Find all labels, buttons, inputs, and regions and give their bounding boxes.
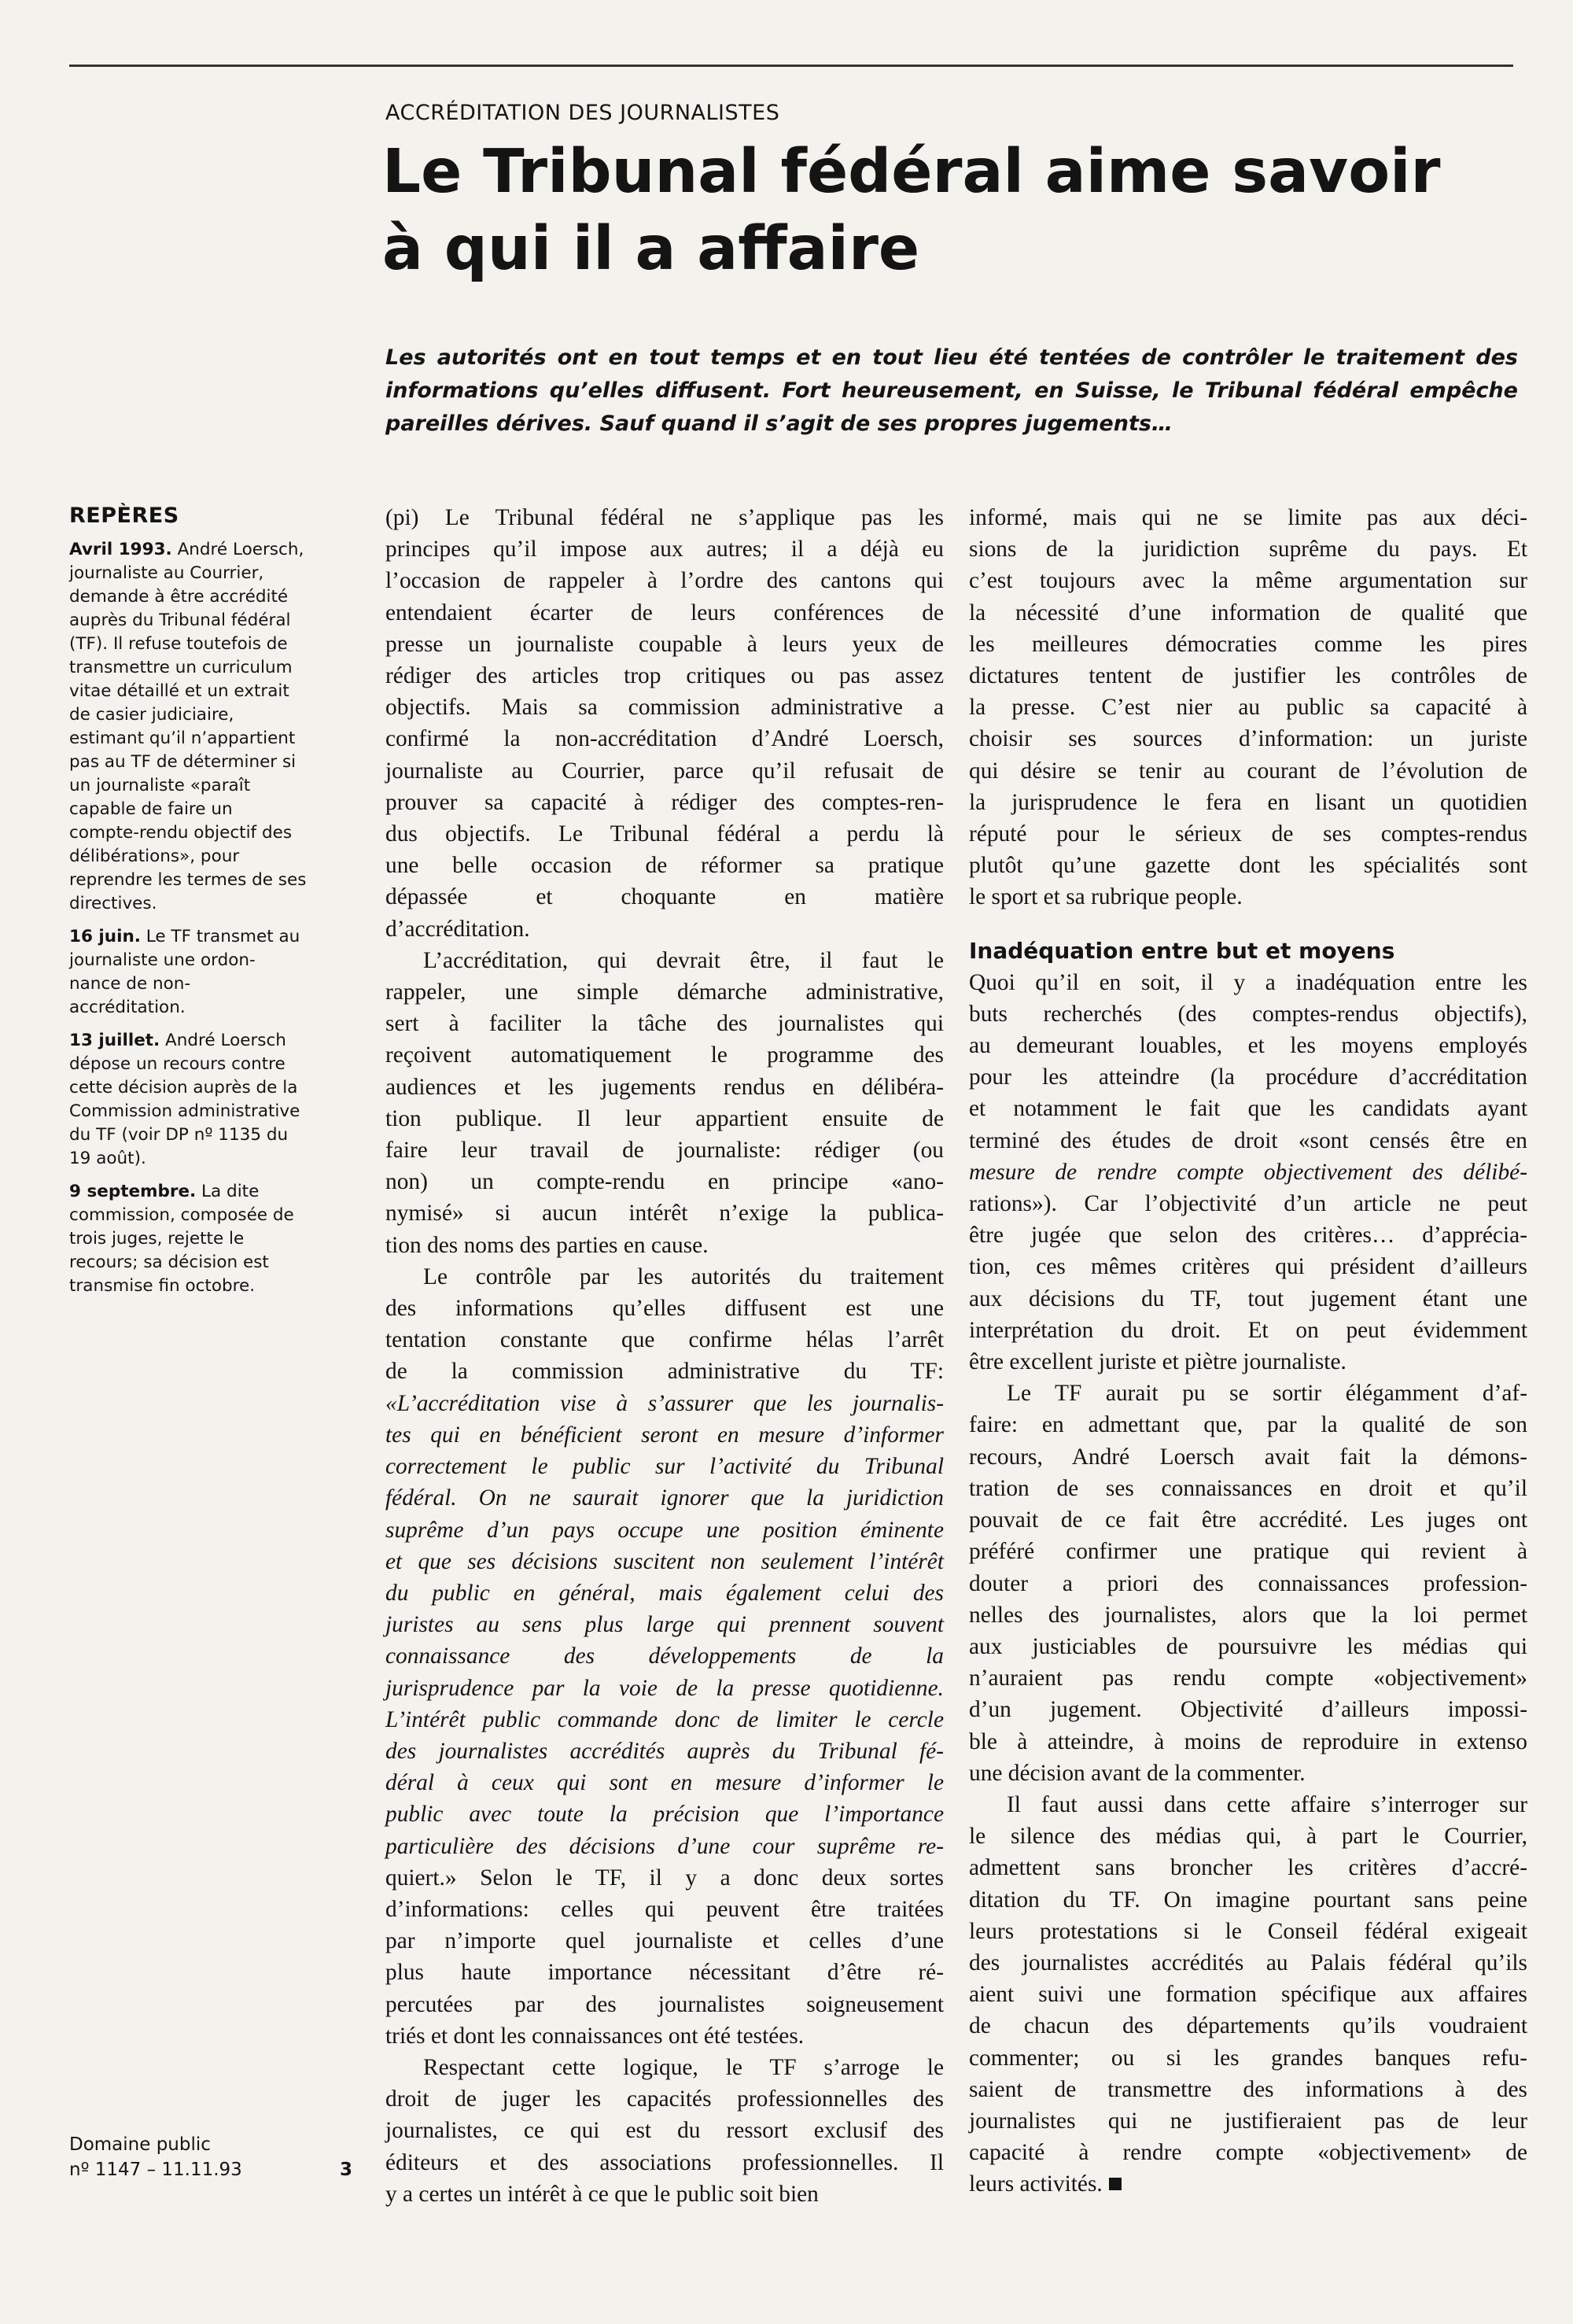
sidebar-line: directives. xyxy=(69,894,157,913)
text-line: une décision avant de la commenter. xyxy=(969,1760,1306,1786)
end-mark-icon xyxy=(1109,2178,1122,2190)
text-line: le silence des médias qui, à part le Courrier, xyxy=(969,1824,1527,1850)
text-line: tes qui en bénéficient seront en mesure d’informer xyxy=(385,1422,944,1448)
text-line: tion publique. Il leur appartient ensuite de xyxy=(385,1105,944,1131)
text-line: aux justiciables de poursuivre les médias qui xyxy=(969,1633,1527,1659)
sidebar-date: 13 juillet. xyxy=(69,1031,160,1050)
text-line: droit de juger les capacités professionnelles des xyxy=(385,2086,944,2112)
text-line: choisir ses sources d’information: un juriste xyxy=(969,726,1527,752)
lede-line: Les autorités ont en tout temps et en tout lieu été tentées de contrôler le traitement des xyxy=(385,345,1518,370)
text-line: leurs activités. xyxy=(969,2168,1527,2200)
article-column-2 xyxy=(969,502,1527,2200)
text-line: n’auraient pas rendu compte «objectivement» xyxy=(969,1666,1527,1691)
text-line: nelles des journalistes, alors que la loi permet xyxy=(969,1602,1527,1628)
text-line: Le TF aurait pu se sortir élégamment d’af- xyxy=(1007,1381,1527,1407)
sidebar-line: un journaliste «paraît xyxy=(69,776,251,795)
text-line: quiert.» Selon le TF, il y a donc deux sortes xyxy=(385,1865,944,1891)
text-line: l’occasion de rappeler à l’ordre des cantons qui xyxy=(385,568,944,594)
sidebar-line: journaliste au Courrier, xyxy=(69,563,264,583)
text-line: rations»). Car l’objectivité d’un article ne peut xyxy=(969,1191,1527,1217)
text-line: (pi) Le Tribunal fédéral ne s’applique pas les xyxy=(385,505,944,530)
sidebar-line: demande à être accrédité xyxy=(69,587,289,607)
text-line: douter a priori des connaissances profession- xyxy=(969,1570,1527,1596)
text-line: d’un jugement. Objectivité d’ailleurs impossi- xyxy=(969,1697,1527,1723)
text-line: jurisprudence par la voie de la presse quotidienne. xyxy=(385,1675,944,1701)
text-line: commenter; ou si les grandes banques refu- xyxy=(969,2045,1527,2071)
headline xyxy=(382,134,1499,288)
sidebar-date: 9 septembre. xyxy=(69,1182,197,1201)
text-line: tion des noms des parties en cause. xyxy=(385,1232,709,1258)
text-line: aient suivi une formation spécifique aux affaires xyxy=(969,1982,1527,2008)
text-line: réputé pour le sérieux de ses comptes-rendus xyxy=(969,821,1527,847)
text-line: nymisé» si aucun intérêt n’exige la publica- xyxy=(385,1201,944,1227)
text-line: de la commission administrative du TF: xyxy=(385,1359,944,1385)
text-line: des journalistes accrédités auprès du Tribunal fé- xyxy=(385,1738,944,1764)
sidebar-date: Avril 1993. xyxy=(69,540,172,559)
text-line: Quoi qu’il en soit, il y a inadéquation entre les xyxy=(969,969,1527,995)
sidebar-line: trois juges, rejette le xyxy=(69,1229,245,1249)
text-line: interprétation du droit. Et on peut évidemment xyxy=(969,1317,1527,1343)
lede xyxy=(385,341,1518,441)
sidebar-title: REPÈRES xyxy=(69,504,179,528)
headline-line: à qui il a affaire xyxy=(382,214,920,284)
text-line: plutôt qu’une gazette dont les spécialités sont xyxy=(969,853,1527,879)
text-line: sions de la juridiction suprême du pays. Et xyxy=(969,537,1527,563)
text-line: informé, mais qui ne se limite pas aux déci- xyxy=(969,505,1527,530)
text-line: journaliste au Courrier, parce qu’il refusait de xyxy=(385,758,944,784)
text-line: particulière des décisions d’une cour suprême re- xyxy=(385,1833,944,1859)
text-line: public avec toute la précision que l’importance xyxy=(385,1802,944,1828)
article-column-1 xyxy=(385,502,944,2210)
text-line: d’informations: celles qui peuvent être traitées xyxy=(385,1896,944,1922)
sidebar-line: journaliste une ordon- xyxy=(69,950,256,970)
text-line: reçoivent automatiquement le programme des xyxy=(385,1042,944,1068)
text-line: éditeurs et des associations professionnelles. Il xyxy=(385,2149,944,2175)
paragraph xyxy=(969,1378,1527,1789)
sidebar-line: cette décision auprès de la xyxy=(69,1078,298,1097)
text-line: objectifs. Mais sa commission administrative a xyxy=(385,695,944,721)
text-line: connaissance des développements de la xyxy=(385,1643,944,1669)
sidebar-line: 13 juillet. André Loersch xyxy=(69,1031,286,1050)
text-line: leurs protestations si le Conseil fédéral exigeait xyxy=(969,1918,1527,1944)
text-line: dus objectifs. Le Tribunal fédéral a perdu là xyxy=(385,821,944,847)
text-line: ditation du TF. On imagine pourtant sans peine xyxy=(969,1887,1527,1913)
sidebar-entry xyxy=(69,1180,346,1298)
text-line: pour les atteindre (la procédure d’accréditation xyxy=(969,1064,1527,1090)
paragraph xyxy=(385,945,944,1261)
sidebar-entry xyxy=(69,925,346,1020)
text-line: du public en général, mais également celui des xyxy=(385,1580,944,1606)
sidebar-line: nance de non- xyxy=(69,974,191,994)
text-line: rappeler, une simple démarche administrative, xyxy=(385,979,944,1005)
text-line: non) un compte-rendu en principe «ano- xyxy=(385,1169,944,1195)
text-line: entendaient écarter de leurs conférences de xyxy=(385,599,944,625)
text-line: Il faut aussi dans cette affaire s’interroger sur xyxy=(1007,1791,1527,1817)
text-line: admettent sans broncher les critères d’accré- xyxy=(969,1855,1527,1881)
sidebar-line: dépose un recours contre xyxy=(69,1054,285,1074)
issue-info: nº 1147 – 11.11.93 xyxy=(69,2160,242,2180)
text-line: aux décisions du TF, tout jugement étant une xyxy=(969,1286,1527,1311)
text-line: des journalistes accrédités au Palais fédéral qu’ils xyxy=(969,1950,1527,1975)
text-line: de chacun des départements qu’ils voudraient xyxy=(969,2013,1527,2039)
text-line: par n’importe quel journaliste et celles d’une xyxy=(385,1928,944,1954)
text-line: audiences et les jugements rendus en délibéra- xyxy=(385,1074,944,1100)
text-line: presse un journaliste coupable à leurs yeux de xyxy=(385,631,944,657)
sidebar-line: de casier judiciaire, xyxy=(69,705,234,725)
text-line: triés et dont les connaissances ont été testées. xyxy=(385,2023,805,2049)
sidebar-line: (TF). Il refuse toutefois de xyxy=(69,634,288,654)
text-line: juristes au sens plus large qui prennent souvent xyxy=(385,1612,944,1638)
paragraph xyxy=(969,1789,1527,2200)
sidebar-line: reprendre les termes de ses xyxy=(69,870,307,890)
sidebar-entries xyxy=(69,538,346,1298)
top-rule xyxy=(69,65,1513,67)
lede-line: informations qu’elles diffusent. Fort heureusement, en Suisse, le Tribunal fédéral empêche xyxy=(385,378,1518,403)
publication-name: Domaine public xyxy=(69,2134,211,2155)
text-line: déral à ceux qui sont en mesure d’informer le xyxy=(385,1770,944,1796)
sidebar-entry xyxy=(69,538,346,916)
text-line: prouver sa capacité à rédiger des comptes-ren- xyxy=(385,789,944,815)
text-line: journalistes, ce qui est du ressort exclusif des xyxy=(385,2118,944,2144)
text-line: le sport et sa rubrique people. xyxy=(969,884,1243,910)
text-line: suprême d’un pays occupe une position éminente xyxy=(385,1517,944,1543)
paragraph xyxy=(385,1261,944,2052)
page-number: 3 xyxy=(339,2160,352,2180)
sidebar-line: estimant qu’il n’appartient xyxy=(69,729,296,748)
text-line: plus haute importance nécessitant d’être ré- xyxy=(385,1960,944,1986)
text-line: L’intérêt public commande donc de limiter le cercle xyxy=(385,1706,944,1732)
text-line: journalistes qui ne justifieraient pas de leur xyxy=(969,2108,1527,2134)
kicker: ACCRÉDITATION DES JOURNALISTES xyxy=(385,101,780,125)
text-line: confirmé la non-accréditation d’André Loersch, xyxy=(385,726,944,752)
sidebar-date: 16 juin. xyxy=(69,927,141,946)
paragraph xyxy=(969,967,1527,1378)
text-line: fédéral. On ne saurait ignorer que la juridiction xyxy=(385,1485,944,1511)
sidebar-line: délibérations», pour xyxy=(69,847,240,866)
text-line: Respectant cette logique, le TF s’arroge le xyxy=(423,2054,944,2080)
text-line: percutées par des journalistes soigneusement xyxy=(385,1991,944,2017)
text-line: et notamment le fait que les candidats ayant xyxy=(969,1096,1527,1122)
sidebar-line: capable de faire un xyxy=(69,799,233,819)
text-line: faire: en admettant que, par la qualité de son xyxy=(969,1412,1527,1438)
text-line: terminé des études de droit «sont censés être en xyxy=(969,1127,1527,1153)
sidebar-line: pas au TF de déterminer si xyxy=(69,752,297,772)
sidebar-line: transmise fin octobre. xyxy=(69,1276,256,1296)
text-line: préféré confirmer une pratique qui revient à xyxy=(969,1539,1527,1565)
text-line: correctement le public sur l’activité du Tribunal xyxy=(385,1454,944,1480)
sidebar-line: auprès du Tribunal fédéral xyxy=(69,611,291,630)
text-line: les meilleures démocraties comme les pires xyxy=(969,631,1527,657)
text-line: mesure de rendre compte objectivement des délibé- xyxy=(969,1159,1527,1185)
footer xyxy=(69,2132,352,2182)
text-line: tentation constante que confirme hélas l’arrêt xyxy=(385,1327,944,1353)
text-line: saient de transmettre des informations à des xyxy=(969,2076,1527,2102)
subheading: Inadéquation entre but et moyens xyxy=(969,937,1395,964)
sidebar-line: du TF (voir DP nº 1135 du xyxy=(69,1125,289,1145)
text-line: une belle occasion de réformer sa pratique xyxy=(385,853,944,879)
headline-line: Le Tribunal fédéral aime savoir xyxy=(382,137,1441,207)
column-2-body xyxy=(969,967,1527,2200)
text-line: L’accréditation, qui devrait être, il faut le xyxy=(423,947,944,973)
text-line: dictatures tentent de justifier les contrôles de xyxy=(969,663,1527,689)
sidebar-line: vitae détaillé et un extrait xyxy=(69,681,289,701)
sidebar-line: recours; sa décision est xyxy=(69,1252,269,1272)
text-line: des informations qu’elles diffusent est une xyxy=(385,1296,944,1322)
text-line: la presse. C’est nier au public sa capacité à xyxy=(969,695,1527,721)
text-line: être excellent juriste et piètre journaliste. xyxy=(969,1349,1346,1375)
text-line: «L’accréditation vise à s’assurer que les journalis- xyxy=(385,1390,944,1416)
text-line: au demeurant louables, et les moyens employés xyxy=(969,1033,1527,1059)
sidebar-line: 16 juin. Le TF transmet au xyxy=(69,927,300,946)
text-line: faire leur travail de journaliste: rédiger (ou xyxy=(385,1138,944,1164)
text-line: capacité à rendre compte «objectivement» de xyxy=(969,2140,1527,2166)
sidebar-line: 9 septembre. La dite xyxy=(69,1182,260,1201)
sidebar-line: transmettre un curriculum xyxy=(69,658,293,677)
paragraph xyxy=(385,2052,944,2210)
text-line: c’est toujours avec la même argumentation sur xyxy=(969,568,1527,594)
sidebar-line: 19 août). xyxy=(69,1149,146,1168)
text-line: dépassée et choquante en matière xyxy=(385,884,944,910)
sidebar-line: Avril 1993. André Loersch, xyxy=(69,540,304,559)
column-2-intro xyxy=(969,502,1527,913)
text-line: y a certes un intérêt à ce que le public soit bien xyxy=(385,2181,819,2207)
text-line: être jugée que selon des critères… d’apprécia- xyxy=(969,1223,1527,1249)
sidebar-line: compte-rendu objectif des xyxy=(69,823,293,843)
text-line: Le contrôle par les autorités du traitement xyxy=(423,1263,944,1289)
text-line: ble à atteindre, à moins de reproduire in extenso xyxy=(969,1728,1527,1754)
text-line: pouvait de ce fait être accrédité. Les juges ont xyxy=(969,1507,1527,1533)
sidebar-line: commission, composée de xyxy=(69,1205,294,1225)
sidebar-line: accréditation. xyxy=(69,998,186,1017)
text-line: principes qu’il impose aux autres; il a déjà eu xyxy=(385,537,944,563)
text-line: tration de ses connaissances en droit et qu’il xyxy=(969,1475,1527,1501)
paragraph xyxy=(385,502,944,945)
text-line: tion, ces mêmes critères qui président d’ailleurs xyxy=(969,1254,1527,1280)
text-line: buts recherchés (des comptes-rendus objectifs), xyxy=(969,1001,1527,1027)
sidebar-line: Commission administrative xyxy=(69,1101,300,1121)
lede-line: pareilles dérives. Sauf quand il s’agit de ses propres jugements… xyxy=(385,411,1173,436)
text-line: rédiger des articles trop critiques ou pas assez xyxy=(385,663,944,689)
text-line: qui désire se tenir au courant de l’évolution de xyxy=(969,758,1527,784)
text-line: recours, André Loersch avait fait la démons- xyxy=(969,1444,1527,1470)
text-line: d’accréditation. xyxy=(385,916,530,942)
text-line: sert à faciliter la tâche des journalistes qui xyxy=(385,1011,944,1037)
text-line: et que ses décisions suscitent non seulement l’intérêt xyxy=(385,1548,944,1574)
sidebar-entry xyxy=(69,1029,346,1171)
reperes-sidebar xyxy=(69,504,346,1308)
text-line: la nécessité d’une information de qualité que xyxy=(969,599,1527,625)
text-line: la jurisprudence le fera en lisant un quotidien xyxy=(969,789,1527,815)
